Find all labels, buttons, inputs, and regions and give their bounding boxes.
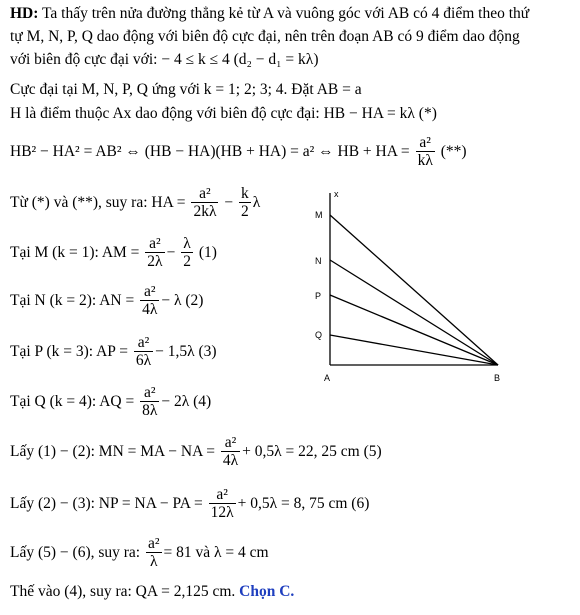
np-equation: Lấy (2) − (3): NP = NA − PA = $\frac{\text{a²}}{12\lambda}$ + 0,5λ = 8, 75 cm (6) (10, 485, 370, 521)
aq-equation: Tại Q (k = 4): AQ = $\frac{\text{a²}}{8\lambda}$ − 2λ (4) (10, 383, 212, 419)
label-x: x (334, 189, 339, 199)
ha-fraction-2: $\frac{k}{2}$ (240, 184, 249, 220)
label-n: N (315, 256, 322, 266)
nb-line (330, 260, 498, 365)
intro-line-2: tự M, N, P, Q dao động với biên độ cực đại, nên trên đoạn AB có 9 điểm dao động (10, 28, 520, 45)
label-m: M (315, 210, 323, 220)
label-a: A (324, 373, 331, 383)
mn-equation: Lấy (1) − (2): MN = MA − NA = $\frac{\text{a²}}{4\lambda}$ + 0,5λ = 22, 25 cm (5) (10, 433, 382, 469)
final-text: Thế vào (4), suy ra: QA = 2,125 cm. (10, 583, 240, 600)
ha-equation: Từ (*) và (**), suy ra: HA = $\frac{\text{a²}}{2k\lambda}$ − $\frac{k}{2}$ λ (10, 184, 261, 220)
intro-text-1: Ta thấy trên nửa đường thẳng kẻ từ A và vuông góc với AB có 4 điểm theo thứ (38, 5, 530, 22)
h-point-line: H là điểm thuộc Ax dao động với biên độ cực đại: HB − HA = kλ (*) (10, 105, 437, 122)
pb-line (330, 295, 498, 365)
aq-fraction: $\frac{\text{a²}}{8\lambda}$ (142, 383, 158, 419)
am-equation: Tại M (k = 1): AM = $\frac{\text{a²}}{2\lambda}$ − $\frac{\lambda}{2}$ (1) (10, 234, 217, 270)
eq2-fraction: $\frac{\text{a²}}{k\lambda}$ (417, 133, 433, 169)
intro-line-1 (10, 4, 529, 24)
label-p: P (315, 291, 322, 301)
lambda-equation: Lấy (5) − (6), suy ra: $\frac{\text{a²}}{\lambda}$ = 81 và λ = 4 cm (10, 534, 269, 570)
np-fraction: $\frac{\text{a²}}{12\lambda}$ (210, 485, 234, 521)
ha-fraction-1: $\frac{\text{a²}}{2k\lambda}$ (193, 184, 217, 220)
final-line (10, 582, 294, 602)
am-fraction-1: $\frac{\text{a²}}{2\lambda}$ (147, 234, 163, 270)
ap-equation: Tại P (k = 3): AP = $\frac{\text{a²}}{6\lambda}$ − 1,5λ (3) (10, 333, 217, 369)
eq2-left: HB² − HA² = AB² ⇔ (HB − HA)(HB + HA) = a² ⇔ HB + HA = (10, 143, 410, 160)
label-b: B (494, 373, 501, 383)
eq2-tag: (**) (436, 143, 467, 160)
intro-line-3: với biên độ cực đại với: − 4 ≤ k ≤ 4 (d₂ − d₁ = kλ) (10, 51, 319, 68)
hd-label: HD: (10, 5, 39, 22)
an-fraction: $\frac{\text{a²}}{4\lambda}$ (142, 282, 158, 318)
lambda-fraction: $\frac{\text{a²}}{\lambda}$ (148, 534, 160, 570)
am-fraction-2: $\frac{\lambda}{2}$ (183, 234, 191, 270)
mn-fraction: $\frac{\text{a²}}{4\lambda}$ (222, 433, 239, 469)
mb-line (330, 215, 498, 365)
equation-2 (10, 132, 467, 172)
label-q: Q (315, 330, 323, 340)
final-answer: Chọn C. (239, 583, 295, 600)
ap-fraction: $\frac{\text{a²}}{6\lambda}$ (135, 333, 152, 369)
an-equation: Tại N (k = 2): AN = $\frac{\text{a²}}{4\lambda}$ − λ (2) (10, 282, 204, 318)
cucdai-line: Cực đại tại M, N, P, Q ứng với k = 1; 2; 3; 4. Đặt AB = a (10, 81, 362, 98)
geometry-figure (310, 185, 510, 385)
